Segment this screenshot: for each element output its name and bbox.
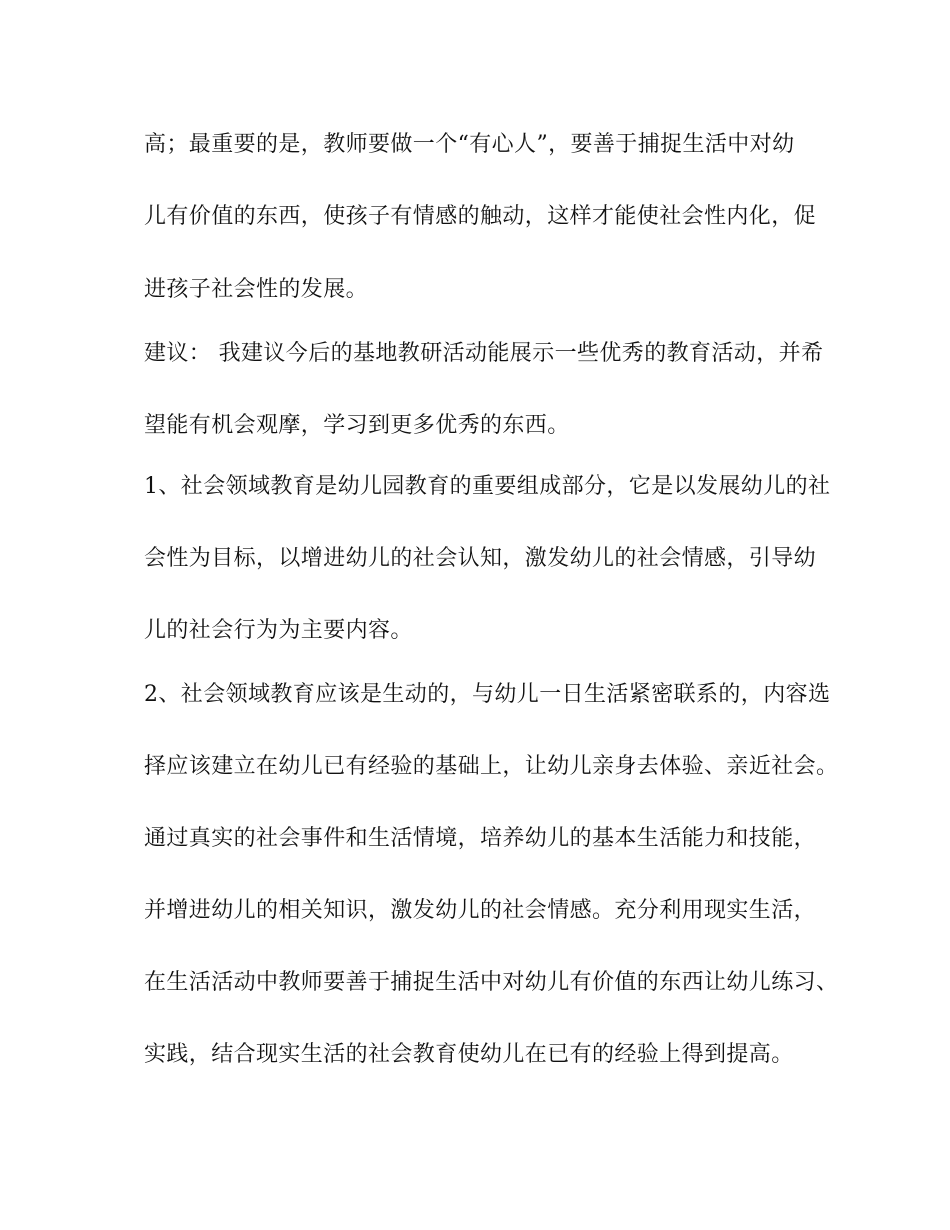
suggestion-line: 建议： 我建议今后的基地教研活动能展示一些优秀的教育活动，并希	[144, 341, 824, 366]
list-item-line: 会性为目标，以增进幼儿的社会认知，激发幼儿的社会情感，引导幼	[144, 546, 817, 571]
list-item-line: 实践，结合现实生活的社会教育使幼儿在已有的经验上得到提高。	[144, 1042, 794, 1067]
suggestion-line: 望能有机会观摩，学习到更多优秀的东西。	[144, 413, 570, 438]
list-item-line: 通过真实的社会事件和生活情境，培养幼儿的基本生活能力和技能，	[144, 826, 817, 851]
paragraph-line: 儿有价值的东西，使孩子有情感的触动，这样才能使社会性内化，促	[144, 204, 817, 229]
list-item-line: 并增进幼儿的相关知识，激发幼儿的社会情感。充分利用现实生活，	[144, 898, 817, 923]
list-item-line: 2、社会领域教育应该是生动的，与幼儿一日生活紧密联系的，内容选	[144, 682, 831, 707]
paragraph-line: 高；最重要的是，教师要做一个“有心人”，要善于捕捉生活中对幼	[144, 132, 795, 157]
paragraph-line: 进孩子社会性的发展。	[144, 277, 369, 302]
list-item-line: 儿的社会行为为主要内容。	[144, 618, 413, 643]
list-item-line: 1、社会领域教育是幼儿园教育的重要组成部分，它是以发展幼儿的社	[144, 474, 831, 499]
list-item-line: 在生活活动中教师要善于捕捉生活中对幼儿有价值的东西让幼儿练习、	[144, 970, 839, 995]
list-item-line: 择应该建立在幼儿已有经验的基础上，让幼儿亲身去体验、亲近社会。	[144, 754, 839, 779]
